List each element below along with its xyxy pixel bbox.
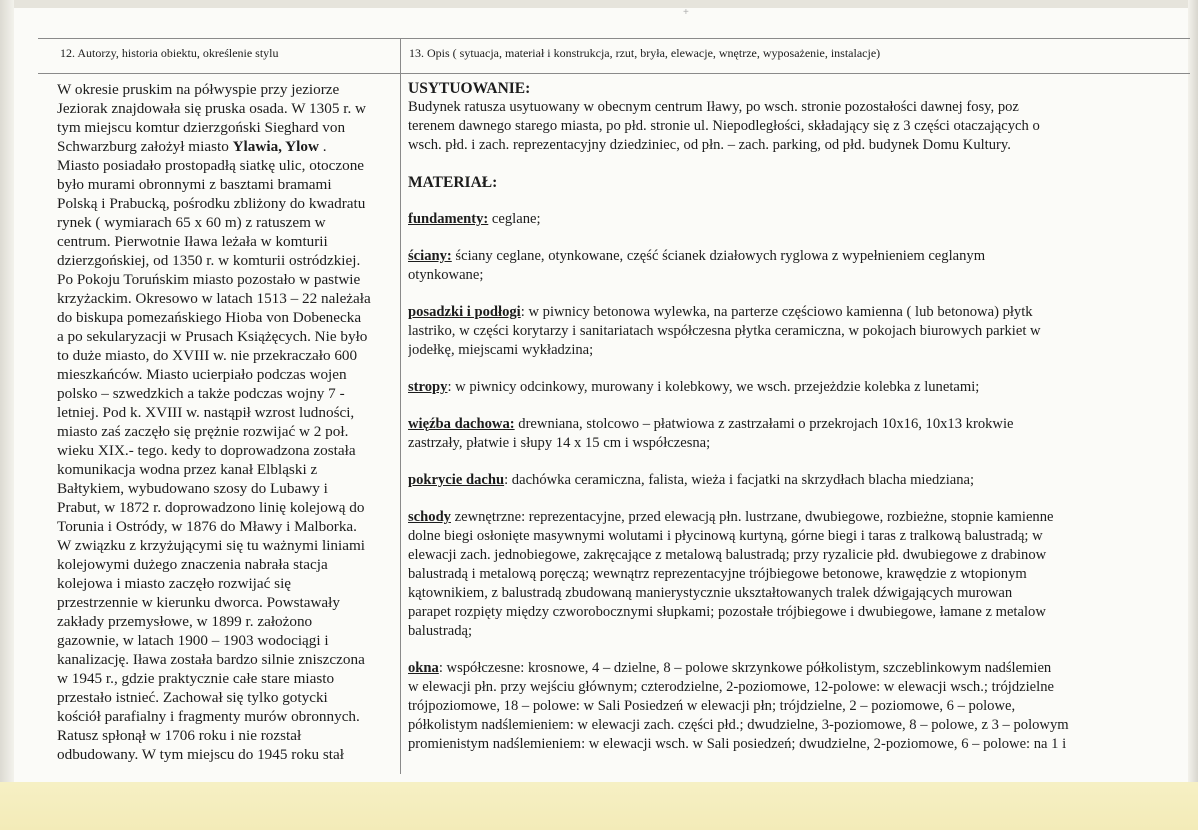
history-line: Bałtykiem, wybudowano szosy do Lubawy i (57, 480, 328, 497)
scan-mark: + (683, 7, 689, 18)
wiezba-line (408, 415, 1144, 434)
usytuowanie-line: Budynek ratusza usytuowany w obecnym centrum Iławy, po wsch. stronie pozostałości dawnej fosy, poz (408, 99, 1019, 115)
town-name-bold: Ylawia, Ylow (232, 138, 319, 155)
header-rule (38, 73, 1190, 74)
usytuowanie-line: wsch. płd. i zach. reprezentacyjny dziedziniec, od płn. – zach. parking, od płd. budynek Domu Kultury. (408, 137, 1011, 153)
section-title-usytuowanie: USYTUOWANIE: (408, 80, 531, 97)
fundamenty-text: ceglane; (488, 211, 541, 227)
scan-left-edge (0, 0, 14, 830)
history-line: krzyżackim. Okresowo w latach 1513 – 22 należała (57, 290, 371, 307)
history-line: Torunia i Ostródy, w 1876 do Mławy i Malborka. (57, 518, 357, 535)
posadzki-text: : w piwnicy betonowa wylewka, na parterze częściowo kamienna ( lub betonowa) płytk (520, 304, 1033, 320)
history-line (57, 137, 397, 156)
section-title-material: MATERIAŁ: (408, 174, 498, 191)
fundamenty-line (408, 210, 1144, 229)
history-line: odbudowany. W tym miejscu do 1945 roku stał (57, 746, 344, 763)
usytuowanie-line: terenem dawnego starego miasta, po płd. stronie ul. Niepodległości, składający się z 3 części otaczających o (408, 118, 1040, 134)
history-line: W okresie pruskim na półwyspie przy jeziorze (57, 81, 340, 98)
posadzki-label: posadzki i podłogi (408, 304, 521, 320)
history-line-suffix: . (318, 138, 327, 155)
posadzki-line: lastriko, w części korytarzy i sanitariatach współczesna płytka ceramiczna, w pokojach biurowych parkiet w (408, 323, 1041, 339)
column-divider (400, 38, 401, 774)
history-line: letniej. Pod k. XVIII w. nastąpił wzrost ludności, (57, 404, 355, 421)
schody-line: dolne biegi osłonięte masywnymi wolutami i płycinową kurtyną, górne biegi i taras z tralkową balustradą; w (408, 528, 1043, 544)
history-line: w 1945 r., gdzie praktycznie całe stare miasto (57, 670, 335, 687)
table-top-rule (38, 38, 1190, 39)
okna-line: półkolistym nadślemieniem: w elewacji zach. części płd.; dwudzielne, 3-poziomowe, 8 – polowe, z 3 – polowym (408, 717, 1069, 733)
sciany-text: ściany ceglane, otynkowane, część ścianek działowych ryglowa z wypełnieniem ceglanym (451, 248, 986, 264)
schody-line: parapet rozpięty między czworobocznymi słupkami; pozostałe trójbiegowe i dwubiegowe, łamane z metalow (408, 604, 1046, 620)
history-line: tym miejscu komtur dzierzgoński Sieghard von (57, 119, 346, 136)
history-line: Jeziorak znajdowała się pruska osada. W 1305 r. w (57, 100, 367, 117)
schody-text: zewnętrzne: reprezentacyjne, przed elewacją płn. lustrzane, dwubiegowe, rozbieżne, stopnie kamienne (450, 509, 1054, 525)
yellow-bottom-band (0, 782, 1198, 830)
history-line: rynek ( wymiarach 65 x 60 m) z ratuszem w (57, 214, 326, 231)
history-line: Polską i Prabucką, pośrodku zbliżony do kwadratu (57, 195, 366, 212)
history-line: przestało istnieć. Zachował się tylko gotycki (57, 689, 328, 706)
history-text (57, 80, 397, 764)
history-line: komunikacja wodna przez kanał Elbląski z (57, 461, 318, 478)
history-line: centrum. Pierwotnie Iława leżała w komturii (57, 233, 328, 250)
history-line: kanalizację. Iława została bardzo silnie zniszczona (57, 651, 365, 668)
history-line: W związku z krzyżującymi się tu ważnymi liniami (57, 537, 366, 554)
pokrycie-text: : dachówka ceramiczna, falista, wieża i facjatki na skrzydłach blacha miedziana; (504, 472, 975, 488)
sciany-line: otynkowane; (408, 267, 484, 283)
history-line: mieszkańców. Miasto ucierpiało podczas wojen (57, 366, 347, 383)
history-line: Po Pokoju Toruńskim miasto pozostało w pastwie (57, 271, 361, 288)
schody-line (408, 508, 1144, 527)
history-line: kościół parafialny i fragmenty murów obronnych. (57, 708, 360, 725)
okna-text: : współczesne: krosnowe, 4 – dzielne, 8 – polowe skrzynkowe półkolistym, szczeblinkowym nadślemien (438, 660, 1052, 676)
scan-top-edge (0, 0, 1198, 8)
history-line: wieku XIX.- tego. kedy to doprowadzona została (57, 442, 356, 459)
posadzki-line (408, 303, 1144, 322)
history-line: polsko – szwedzkich a także podczas wojny 7 - (57, 385, 345, 402)
schody-line: balustradą; (408, 623, 473, 639)
sciany-line (408, 247, 1144, 266)
left-column-header: 12. Autorzy, historia obiektu, określenie stylu (60, 46, 279, 60)
stropy-line (408, 378, 1144, 397)
history-line: gazownie, w latach 1900 – 1903 wodociągi i (57, 632, 329, 649)
history-line: przestrzennie w kierunku dworca. Powstawały (57, 594, 340, 611)
wiezba-text: drewniana, stolcowo – płatwiowa z zastrzałami o przekrojach 10x16, 10x13 krokwie (514, 416, 1014, 432)
history-line: Miasto posiadało prostopadłą siatkę ulic, otoczone (57, 157, 365, 174)
history-line: dzierzgońskiej, od 1350 r. w komturii ostródzkiej. (57, 252, 361, 269)
history-line: to duże miasto, do XVIII w. nie przekraczało 600 (57, 347, 358, 364)
history-line: kolejowa i miasto zaczęło rozwijać się (57, 575, 292, 592)
history-line: miasto zaś zaczęło się prężnie rozwijać w 2 poł. (57, 423, 349, 440)
okna-line: w elewacji płn. przy wejściu głównym; czterodzielne, 2-poziomowe, 12-polowe: w elewacji wsch.; trójdzielne (408, 679, 1054, 695)
schody-line: kątownikiem, z balustradą zbudowaną manierystycznie ukształtowanych tralek dźwigających murowan (408, 585, 1013, 601)
fundamenty-label: fundamenty: (408, 211, 489, 227)
pokrycie-label: pokrycie dachu (408, 472, 505, 488)
description-text (408, 79, 1144, 754)
history-line: Prabut, w 1872 r. doprowadzono linię kolejową do (57, 499, 365, 516)
wiezba-label: więźba dachowa: (408, 416, 515, 432)
stropy-text: : w piwnicy odcinkowy, murowany i kolebkowy, we wsch. przejeżdzie kolebka z lunetami; (447, 379, 980, 395)
schody-line: elewacji zach. jednobiegowe, zakręcające z metalową balustradą; przy ryzalicie płd. dwubiegowe z drabinow (408, 547, 1047, 563)
okna-line: trójpoziomowe, 18 – polowe: w Sali Posiedzeń w elewacji płn; trójdzielne, 2 – poziomowe, 6 – polowe, (408, 698, 1016, 714)
history-line: kolejowymi dużego znaczenia nabrała stacja (57, 556, 328, 573)
history-line: a po sekularyzacji w Prusach Książęcych. Nie było (57, 328, 368, 345)
stropy-label: stropy (408, 379, 448, 395)
history-line: do biskupa pomezańskiego Hioba von Dobenecka (57, 309, 362, 326)
sciany-label: ściany: (408, 248, 452, 264)
okna-line (408, 659, 1144, 678)
scan-right-edge (1188, 0, 1198, 830)
okna-label: okna (408, 660, 439, 676)
posadzki-line: jodełkę, miejscami wykładzina; (408, 342, 594, 358)
schody-label: schody (408, 509, 451, 525)
history-line: było murami obronnymi z basztami bramami (57, 176, 332, 193)
pokrycie-line (408, 471, 1144, 490)
schody-line: balustradą i metalową poręczą; wewnątrz reprezentacyjne trójbiegowe betonowe, krawędzie z wtopionym (408, 566, 1027, 582)
history-line: zakłady przemysłowe, w 1899 r. założono (57, 613, 313, 630)
wiezba-line: zastrzały, płatwie i słupy 14 x 15 cm i współczesna; (408, 435, 711, 451)
history-line: Ratusz spłonął w 1706 roku i nie rozstał (57, 727, 302, 744)
right-column-header: 13. Opis ( sytuacja, materiał i konstrukcja, rzut, bryła, elewacje, wnętrze, wyposażenie, instalacje) (409, 46, 881, 60)
okna-line: promienistym nadślemieniem: w elewacji wsch. w Sali posiedzeń; dwudzielne, 2-poziomowe, 6 – polowe: na 1 i (408, 736, 1067, 752)
history-line-text: Schwarzburg założył miasto (57, 138, 233, 155)
